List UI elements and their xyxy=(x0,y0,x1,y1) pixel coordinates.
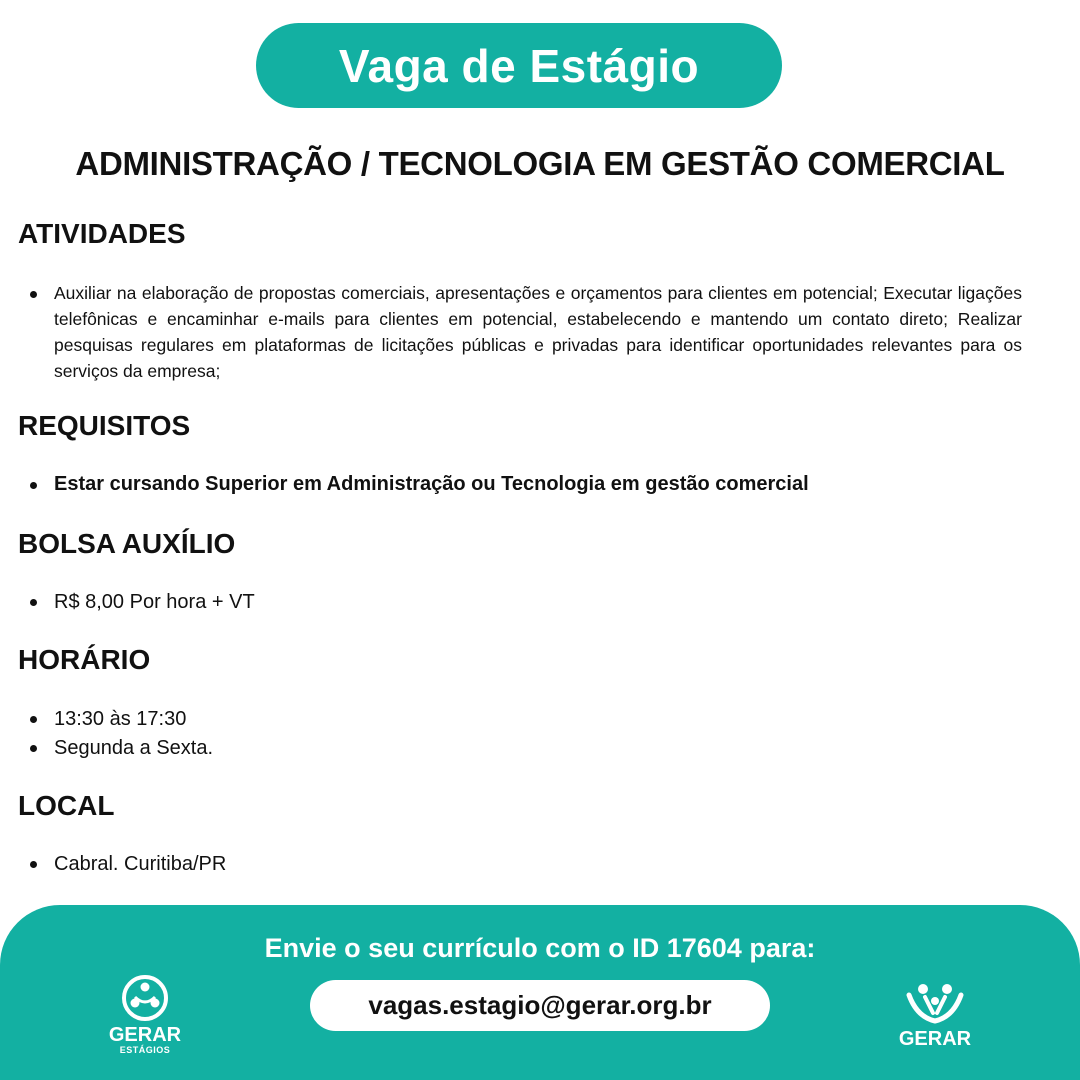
horario-list xyxy=(30,705,1022,763)
section-title-atividades: ATIVIDADES xyxy=(18,218,186,249)
page-title: ADMINISTRAÇÃO / TECNOLOGIA EM GESTÃO COMERCIAL xyxy=(75,145,1005,182)
list-item: Estar cursando Superior em Administração ou Tecnologia em gestão comercial xyxy=(30,471,1022,497)
section-title-bolsa: BOLSA AUXÍLIO xyxy=(18,528,236,559)
logo-right-name: GERAR xyxy=(898,1028,972,1050)
list-item: Auxiliar na elaboração de propostas comerciais, apresentações e orçamentos para clientes em potencial; Executar ligações telefônicas e encaminhar e-mails para clientes em potencial, estabelecendo e mantendo um contato direto; Realizar pesquisas regulares em plataformas de licitações públicas e privadas para identificar oportunidades relevantes para os serviços da empresa; xyxy=(30,280,1022,384)
atividades-list xyxy=(30,280,1022,384)
footer-banner xyxy=(0,905,1080,1080)
gerar-logo xyxy=(890,981,980,1049)
list-item: 13:30 às 17:30 xyxy=(30,705,1022,734)
requisitos-list xyxy=(30,471,1022,497)
section-title-requisitos: REQUISITOS xyxy=(18,410,191,441)
local-list xyxy=(30,850,1022,879)
list-item: R$ 8,00 Por hora + VT xyxy=(30,588,1022,617)
logo-left-sub: ESTÁGIOS xyxy=(119,1045,171,1055)
bolsa-list xyxy=(30,588,1022,617)
section-title-horario: HORÁRIO xyxy=(18,644,151,675)
gerar-logo-icon xyxy=(903,981,967,1027)
gerar-estagios-logo xyxy=(100,973,190,1055)
email-address[interactable]: vagas.estagio@gerar.org.br xyxy=(368,990,712,1020)
email-link[interactable] xyxy=(310,980,770,1031)
footer-cta: Envie o seu currículo com o ID 17604 para: xyxy=(264,933,816,963)
vacancy-badge xyxy=(256,23,782,108)
gerar-estagios-logo-icon xyxy=(120,973,170,1023)
list-item: Cabral. Curitiba/PR xyxy=(30,850,1022,879)
logo-left-name: GERAR xyxy=(108,1024,182,1046)
list-item: Segunda a Sexta. xyxy=(30,734,1022,763)
section-title-local: LOCAL xyxy=(18,790,115,821)
vacancy-badge-label: Vaga de Estágio xyxy=(338,39,700,92)
